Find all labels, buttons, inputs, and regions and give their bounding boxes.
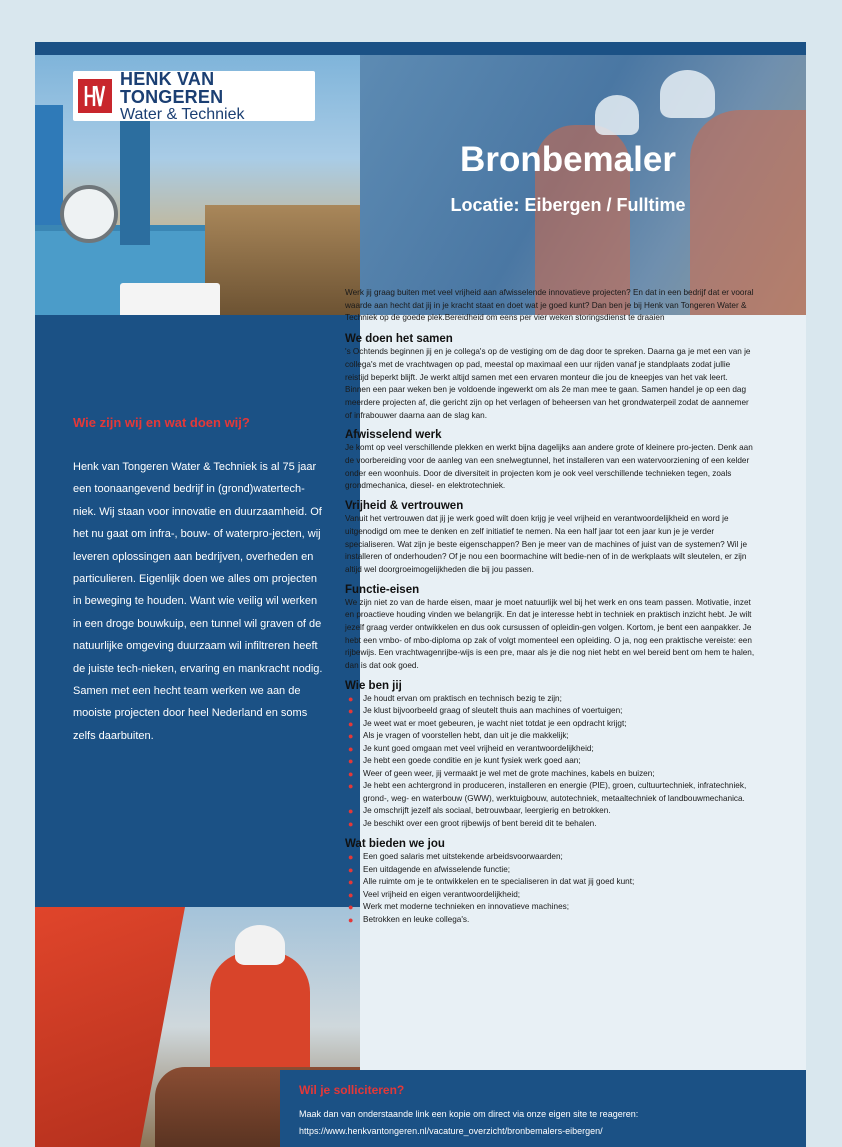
grass-shape (205, 205, 360, 315)
bullet-icon: ● (348, 756, 354, 767)
apply-instruction: Maak dan van onderstaande link een kopie om direct via onze eigen site te reageren: (299, 1109, 639, 1119)
bullet-icon: ● (348, 718, 354, 729)
number-plate-shape (120, 283, 220, 315)
gauge-icon (60, 185, 118, 243)
logo-name: HENK VAN TONGEREN (120, 68, 224, 107)
section-heading-vrijheid: Vrijheid & vertrouwen (345, 500, 464, 513)
section-text-afwisselend: Je komt op veel verschillende plekken en werkt bijna dagelijks aan andere grote of kleinere pro-jecten. Denk aan de voorbereiding voor de aanleg van een snelwegtunnel, het installeren van een watervoorziening of een kelder onder een woonhuis. Door de diversiteit in projecten kom je ook veel verschillende technieken tegen, zoals grondmechanica, diesel- en elektrotechniek. (345, 443, 753, 491)
bullet-icon: ● (348, 877, 354, 888)
list-item: ● Je weet wat er moet gebeuren, je wacht niet totdat je een opdracht krijgt; (348, 718, 627, 729)
section-text-samen: 's Ochtends beginnen jij en je collega's op de vestiging om de dag door te spreken. Daarna ga je met een van je collega's met de vrachtwagen op pad, meestal op maximaal een uur rijden vanaf je standplaats zodat jullie reistijd beperkt blijft. Je werkt altijd samen met een ervaren monteur die jou de kneepjes van het vak leert. Binnen een paar weken ben je voldoende ingewerkt om als 2e man mee te gaan. Samen handel je op een dag meerdere projecten af, die gericht zijn op het verlagen of beheersen van het grondwaterpeil zodat de aannemer of infrabouwer daarna aan de slag kan. (345, 347, 751, 420)
list-item: ● Je omschrijft jezelf als sociaal, betrouwbaar, leergierig en betrokken. (348, 806, 611, 817)
list-item: ● Je hebt een goede conditie en je kunt fysiek werk goed aan; (348, 756, 581, 767)
about-column (35, 315, 360, 907)
list-item: ● Als je vragen of voorstellen hebt, dan uit je die makkelijk; (348, 731, 569, 742)
bullet-icon: ● (348, 864, 354, 875)
section-text-vrijheid: Vanuit het vertrouwen dat jij je werk goed wilt doen krijg je veel vrijheid en verantwoordelijkheid en word je uitgenodigd om mee te denken en zelf initiatief te nemen. Na een half jaar tot een jaar kun je je verder specialiseren. Wat zijn je beste eigenschappen? Ben je meer van de machines of juist van de systemen? Wil je installeren of onderhouden? Of je nou een boormachine wilt bedie-nen of in de werkplaats wilt sleutelen, er zijn altijd wel doorgroeimogelijkheden die bij jou passen. (345, 514, 748, 574)
bullet-icon: ● (348, 706, 354, 717)
logo-mark-icon (78, 79, 112, 113)
bullet-icon: ● (348, 693, 354, 704)
company-logo (73, 68, 315, 123)
wat-bieden-we-list (345, 851, 755, 926)
list-item: ● Veel vrijheid en eigen verantwoordelijkheid; (348, 889, 521, 900)
logo-tagline: Water & Techniek (120, 105, 245, 123)
helmet-right-icon (660, 70, 715, 118)
list-item: ● Een uitdagende en afwisselende functie; (348, 864, 511, 875)
bullet-icon: ● (348, 852, 354, 863)
apply-heading: Wil je solliciteren? (299, 1083, 405, 1097)
bullet-icon: ● (348, 781, 354, 792)
list-item: ● Alle ruimte om je te ontwikkelen en te specialiseren in dat wat jij goed kunt; (348, 877, 635, 888)
helmet-bottom-icon (235, 925, 285, 965)
section-heading-functie: Functie-eisen (345, 583, 420, 596)
about-heading: Wie zijn wij en wat doen wij? (73, 415, 250, 430)
list-item: ● Weer of geen weer, jij vermaakt je wel met de grote machines, kabels en buizen; (348, 768, 655, 779)
section-heading-wiebenjij: Wie ben jij (345, 679, 402, 692)
bullet-icon: ● (348, 818, 354, 829)
apply-link[interactable]: https://www.henkvantongeren.nl/vacature_overzicht/bronbemalers-eibergen/ (299, 1126, 603, 1136)
top-strip (35, 42, 806, 55)
list-item: ● Je klust bijvoorbeeld graag of sleutelt thuis aan machines of voertuigen; (348, 706, 623, 717)
helmet-left-icon (595, 95, 639, 135)
bullet-icon: ● (348, 889, 354, 900)
bullet-icon: ● (348, 914, 354, 925)
intro-text: Werk jij graag buiten met veel vrijheid aan afwisselende innovatieve projecten? En dat in een bedrijf dat er vooral waarde aan hecht dat jij in je kracht staat en doet wat je goed kunt? Dan ben je bij Henk van Tongeren Water & Techniek op de goede plek.Bereidheid om eens per vier weken storingsdienst te draaien (345, 288, 754, 323)
list-item: ● Je houdt ervan om praktisch en technisch bezig te zijn; (348, 693, 562, 704)
header-photo-pump (35, 55, 360, 315)
section-text-functie: We zijn niet zo van de harde eisen, maar je moet natuurlijk wel bij het werk en ons team passen. Motivatie, inzet en proactieve houding vinden we belangrijk. En dat je interesse hebt in techniek en praktisch inzicht hebt. Je wilt jezelf graag verder ontwikkelen en dus ook cursussen of opleidin-gen volgen. Kortom, je bent een aanpakker. Je hebt een vmbo- of mbo-diploma op zak of volgt momenteel een opleiding. O ja, nog een praktische vereiste: een rijbewijs. Een vrachtwagenrijbe-wijs is een pre, maar als je die nog niet hebt en wel bereid bent om hem te halen, dan is dat ook goed. (345, 597, 755, 671)
list-item: ● Werk met moderne technieken en innovatieve machines; (348, 902, 570, 913)
apply-band (280, 1070, 806, 1147)
list-item: ● Betrokken en leuke collega's. (348, 914, 470, 925)
list-item: ● Je hebt een achtergrond in produceren, installeren en energie (PIE), groen, cultuurtechniek, infratechniek, grond-, weg- en waterbouw (GWW), werktuigbouw, autotechniek, metaaltechniek of landbouwmechanica. (348, 781, 747, 803)
header-photo-workers (360, 55, 806, 315)
list-item: ● Een goed salaris met uitstekende arbeidsvoorwaarden; (348, 852, 563, 863)
bullet-icon: ● (348, 731, 354, 742)
list-item: ● Je kunt goed omgaan met veel vrijheid en verantwoordelijkheid; (348, 743, 594, 754)
bullet-icon: ● (348, 806, 354, 817)
bullet-icon: ● (348, 743, 354, 754)
apply-text (299, 1106, 799, 1140)
section-heading-bieden: Wat bieden we jou (345, 838, 445, 851)
bullet-icon: ● (348, 902, 354, 913)
job-description (345, 287, 755, 934)
job-title: Bronbemaler (460, 140, 676, 179)
about-text: Henk van Tongeren Water & Techniek is al 75 jaar een toonaangevend bedrijf in (grond)watertech-niek. Wij staan voor innovatie en duurzaamheid. Of het nu gaat om infra-, bouw- of waterpro-jecten, wij leveren oplossingen aan bedrijven, overheden en particulieren. Eigenlijk doen we alles om projecten in beweging te houden. Want wie veilig wil werken in een droge bouwkuip, een tunnel wil graven of de natuurlijke omgeving duurzaam wil infiltreren heeft de juiste tech-nieken, ervaring en mankracht nodig. Samen met een hecht team werken we aan de mooiste projecten door heel Nederland en soms zelfs daarbuiten. (73, 461, 323, 742)
job-location: Locatie: Eibergen / Fulltime (450, 195, 686, 215)
wie-ben-jij-list (345, 693, 755, 831)
section-heading-afwisselend: Afwisselend werk (345, 429, 442, 442)
section-heading-samen: We doen het samen (345, 333, 453, 346)
list-item: ● Je beschikt over een groot rijbewijs of bent bereid dit te behalen. (348, 818, 597, 829)
bullet-icon: ● (348, 768, 354, 779)
